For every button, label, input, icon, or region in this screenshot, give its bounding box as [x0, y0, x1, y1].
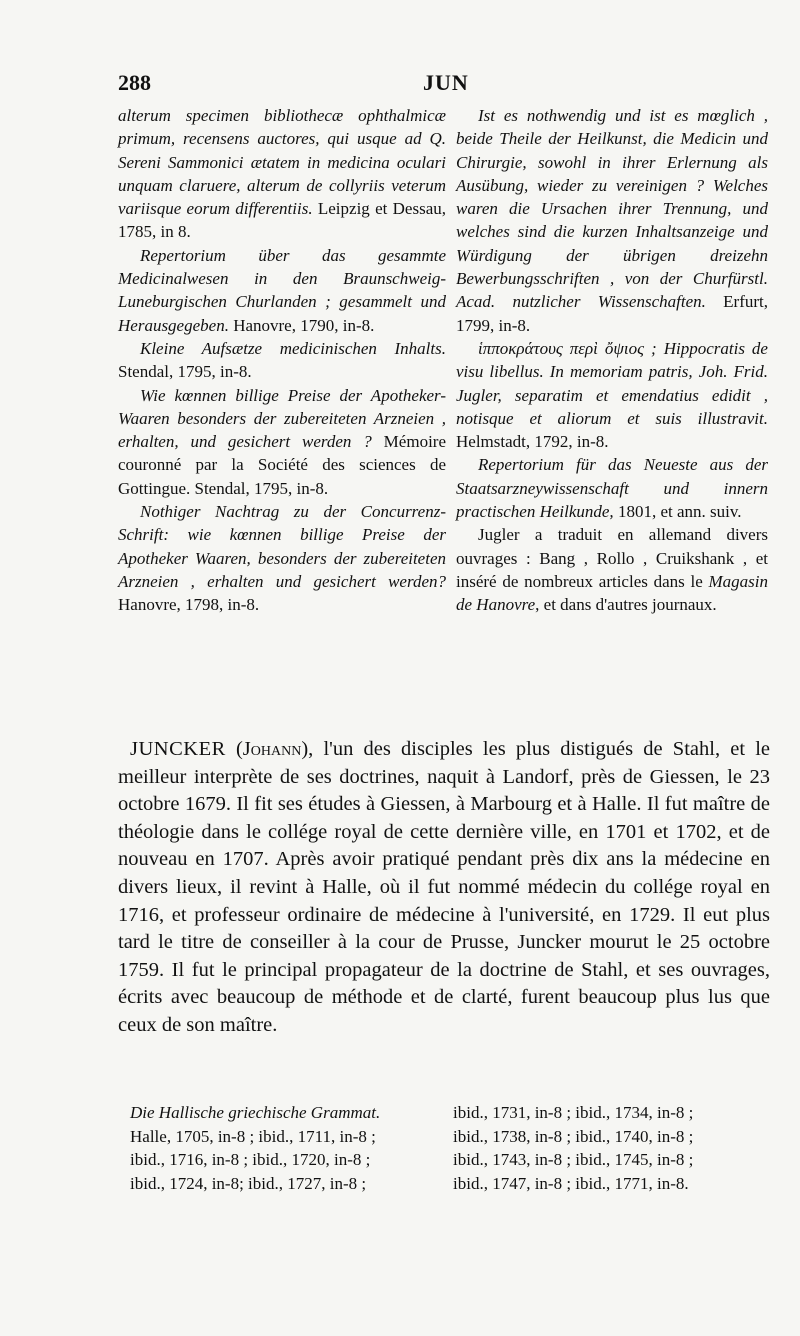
journal-title: Magasin de Hanovre: [456, 571, 768, 615]
bib-line: [130, 1101, 440, 1125]
bib-line: ibid., 1747, in-8 ; ibid., 1771, in-8.: [453, 1173, 689, 1193]
greek-title: ἱπποκράτους περὶ ὄψιος ;: [478, 338, 657, 358]
bib-line: ibid., 1724, in-8; ibid., 1727, in-8 ;: [130, 1173, 367, 1193]
bibliography-left: [130, 1101, 440, 1195]
biography-entry: [118, 736, 770, 1040]
bib-imprint: Leipzig et Dessau, 1785, in 8.: [118, 199, 446, 242]
bib-title: Kleine Aufsætze medicinischen Inhalts.: [140, 338, 446, 358]
bib-entry: [456, 453, 768, 523]
bib-title: Repertorium über das gesammte Medicinalwesen in den Braunschweig-Luneburgischen Churlanden ; gesammelt und Herausgegeben.: [118, 245, 446, 335]
bib-imprint: Hanovre, 1790, in-8.: [228, 315, 375, 335]
entry-name: JUNCKER: [130, 738, 226, 760]
bib-title: Die Hallische griechische Grammat.: [130, 1103, 381, 1122]
biography-paragraph: JUNCKER (Johann), l'un des disciples les plus distigués de Stahl, et le meilleur interprète de ses doctrines, naquit à Landorf, près de Giessen, le 23 octobre 1679. Il fit ses études à Giessen, à Marbourg et à Halle. Il fut maître de théologie dans le collége royal de cette dernière ville, en 1701 et 1702, et de nouveau en 1707. Après avoir pratiqué pendant près dix ans la médecine en divers lieux, il revint à Halle, où il fut nommé médecin du collége royal en 1716, et professeur ordinaire de médecine à l'université, en 1729. Il eut plus tard le titre de conseiller à la cour de Prusse, Juncker mourut le 25 octobre 1759. Il fut le principal propagateur de la doctrine de Stahl, et ses ouvrages, écrits avec beaucoup de méthode et de clarté, furent beaucoup plus lus que ceux de son maître.: [118, 738, 771, 1036]
running-head: JUN: [423, 70, 469, 95]
bib-title: Ist es nothwendig und ist es mœglich , beide Theile der Heilkunst, die Medicin und Chirurgie, sowohl in ihrer Erlernung als Ausübung, wieder zu vereinigen ? Welches waren die Ursachen ihrer Trennung, und welches sind die kurzen Inhaltsanzeige und Würdigung der übrigen dreizehn Bewerbungsschriften , von der Churfürstl. Acad. nutzlicher Wissenschaften.: [456, 106, 768, 312]
bib-entry: [456, 337, 768, 453]
note-paragraph: [456, 523, 768, 616]
bib-line: ibid., 1716, in-8 ; ibid., 1720, in-8 ;: [130, 1150, 371, 1170]
bib-imprint: Stendal, 1795, in-8.: [118, 362, 252, 382]
right-column: [456, 104, 768, 617]
bib-title: Hippocratis de visu libellus. In memoriam patris, Joh. Frid. Jugler, separatim et emendatius edidit , notisque et aliorum et suis illustravit.: [456, 338, 768, 428]
bib-line: ibid., 1743, in-8 ; ibid., 1745, in-8 ;: [453, 1150, 694, 1170]
bib-title: Repertorium für das Neueste aus der Staatsarzneywissenschaft und innern practischen Heilkunde,: [456, 455, 768, 522]
note-text: , et dans d'autres journaux.: [535, 595, 717, 615]
bib-entry: [118, 244, 446, 337]
bib-entry: [456, 104, 768, 337]
bib-imprint: Mémoire couronné par la Société des sciences de Gottingue. Stendal, 1795, in-8.: [118, 432, 446, 498]
note-text: Jugler a traduit en allemand divers ouvrages : Bang , Rollo , Cruikshank , et inséré de nombreux articles dans le: [456, 525, 768, 591]
bib-imprint: Helmstadt, 1792, in-8.: [456, 432, 609, 452]
entry-given-name: Johann: [242, 738, 302, 760]
bib-imprint: Hanovre, 1798, in-8.: [118, 595, 260, 615]
page-number: 288: [118, 70, 151, 95]
bib-line: Halle, 1705, in-8 ; ibid., 1711, in-8 ;: [130, 1126, 376, 1146]
bibliography-right: [453, 1101, 773, 1195]
bib-entry: [118, 104, 446, 244]
entry-text: , l'un des disciples les plus distigués de Stahl, et le meilleur interprète de ses doctrines, naquit à Landorf, près de Giessen, le 23 octobre 1679. Il fit ses études à Giessen, à Marbourg et à Halle. Il fut maître de théologie dans le collége royal de cette dernière ville, en 1701 et 1702, et de nouveau en 1707. Après avoir pratiqué pendant près dix ans la médecine en divers lieux, il revint à Halle, où il fut nommé médecin du collége royal en 1716, et professeur ordinaire de médecine à l'université, en 1729. Il eut plus tard le titre de conseiller à la cour de Prusse, Juncker mourut le 25 octobre 1759. Il fut le principal propagateur de la doctrine de Stahl, et ses ouvrages, écrits avec beaucoup de méthode et de clarté, furent beaucoup plus lus que ceux de son maître.: [118, 738, 771, 1036]
bib-entry: [118, 337, 446, 384]
bib-title: alterum specimen bibliothecæ ophthalmicæ primum, recensens auctores, qui usque ad Q. Sereni Sammonici ætatem in medicina oculari unquam claruere, alterum de collyriis veterum variisque eorum differentiis.: [118, 106, 446, 219]
bib-title: Wie kœnnen billige Preise der Apotheker-Waaren besonders der zubereiteten Arzneien , erhalten, und gesichert werden ?: [118, 385, 446, 452]
bib-imprint: 1801, et ann. suiv.: [613, 502, 742, 522]
bib-entry: [118, 384, 446, 500]
bib-line: ibid., 1738, in-8 ; ibid., 1740, in-8 ;: [453, 1126, 694, 1146]
bib-line: ibid., 1731, in-8 ; ibid., 1734, in-8 ;: [453, 1103, 694, 1122]
bib-entry: [118, 500, 446, 616]
bib-imprint: Erfurt, 1799, in-8.: [456, 292, 768, 335]
left-column: [118, 104, 446, 617]
bib-title: Nothiger Nachtrag zu der Concurrenz-Schrift: wie kœnnen billige Preise der Apotheker Waaren, besonders der zubereiteten Arzneien , erhalten und gesichert werden?: [118, 502, 446, 591]
